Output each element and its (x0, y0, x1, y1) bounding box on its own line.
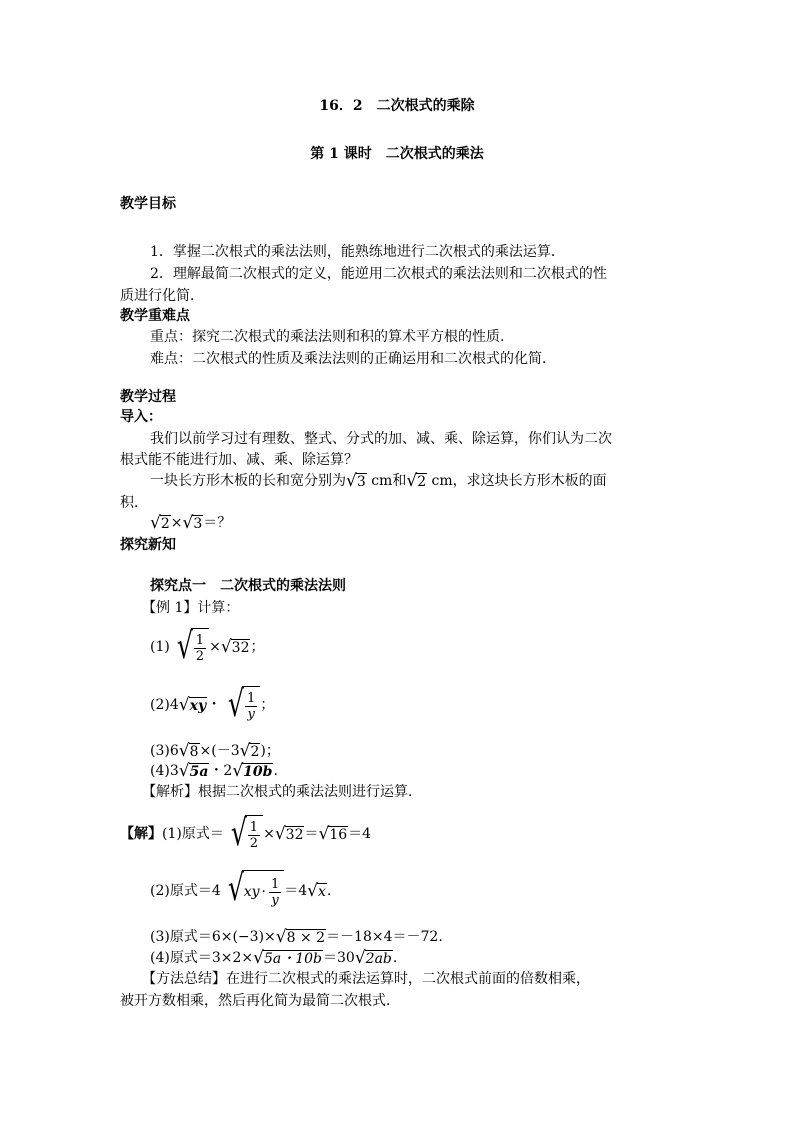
key-heading: 教学重难点 (120, 308, 190, 324)
solution-2: (2)原式＝4 √ xy · $\frac{1}{y}$ ＝4 √ x . (150, 870, 331, 912)
intro-paragraph-2-cont: 积． (120, 495, 148, 511)
goals-heading: 教学目标 (120, 196, 176, 212)
page-subtitle: 第 1 课时 二次根式的乘法 (310, 146, 484, 162)
solution-3: (3)原式＝6×(−3)× √ 8 × 2 ＝－18×4＝－72. (150, 926, 443, 947)
intro-paragraph-2: 一块长方形木板的长和宽分别为 √ 3 cm和 √ 2 cm，求这块长方形木板的面 (150, 470, 607, 491)
example-question-3: (3)6 √ 8 ×(－3 √ 2 )； (150, 740, 280, 761)
page-title: 16．2 二次根式的乘除 (319, 98, 475, 114)
method-summary-cont: 被开方数相乘，然后再化简为最简二次根式． (120, 993, 400, 1009)
analysis: 【解析】根据二次根式的乘法法则进行运算． (142, 784, 422, 800)
explore-point-1: 探究点一 二次根式的乘法法则 (150, 578, 346, 594)
solution-4: (4)原式＝3×2× √ 5a・10b ＝30 √ 2ab . (150, 947, 398, 968)
method-summary: 【方法总结】在进行二次根式的乘法运算时，二次根式前面的倍数相乘， (142, 971, 590, 987)
example-question-2: (2)4 √ xy ・ √ $\frac{1}{y}$ ； (150, 684, 275, 725)
solution-1: 【解】 (1)原式＝ √ $\frac{1}{2}$ × √ 32 ＝ √ 16 ＝4 (120, 813, 372, 854)
key-point: 重点：探究二次根式的乘法法则和积的算术平方根的性质． (150, 329, 514, 345)
example-question-4: (4)3 √ 5a ・2 √ 10b . (150, 760, 278, 781)
intro-paragraph-1-cont: 根式能不能进行加、减、乘、除运算？ (120, 452, 358, 468)
example-1-heading: 【例 1】计算： (142, 600, 240, 616)
explore-heading: 探究新知 (120, 537, 176, 553)
goal-2: 2．理解最简二次根式的定义，能逆用二次根式的乘法法则和二次根式的性 (150, 266, 607, 282)
goal-1: 1．掌握二次根式的乘法法则，能熟练地进行二次根式的乘法运算． (150, 244, 565, 260)
goal-2-cont: 质进行化简． (120, 288, 204, 304)
example-question-1: (1) √ $\frac{1}{2}$ × √ 32 ； (150, 626, 265, 667)
difficult-point: 难点：二次根式的性质及乘法法则的正确运用和二次根式的化简． (150, 351, 556, 367)
intro-question: √ 2 × √ 3 ＝？ (150, 512, 232, 533)
process-heading: 教学过程 (120, 389, 176, 405)
intro-paragraph-1: 我们以前学习过有理数、整式、分式的加、减、乘、除运算，你们认为二次 (150, 431, 612, 447)
sqrt-3: √ 3 (346, 470, 366, 491)
sqrt-2: √ 2 (406, 470, 427, 491)
intro-heading: 导入： (120, 409, 162, 425)
